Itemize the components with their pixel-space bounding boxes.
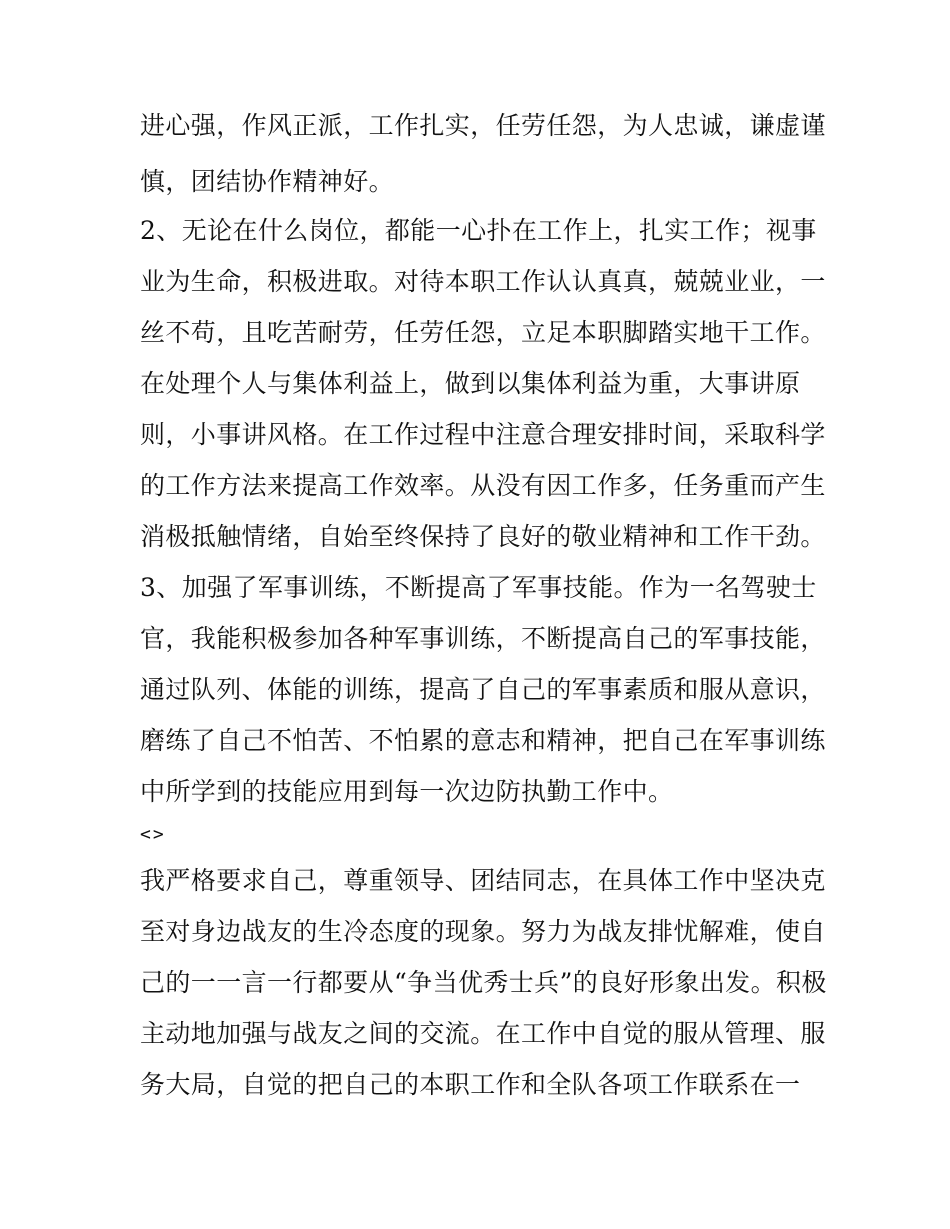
text-line: 我严格要求自己，尊重领导、团结同志，在具体工作中坚决克 [140, 866, 826, 895]
text-line: 业为生命，积极进取。对待本职工作认认真真，兢兢业业，一 [140, 267, 826, 296]
text-line: 磨练了自己不怕苦、不怕累的意志和精神，把自己在军事训练 [140, 726, 826, 755]
text-line: 官，我能积极参加各种军事训练，不断提高自己的军事技能， [140, 624, 826, 653]
text-line: 务大局，自觉的把自己的本职工作和全队各项工作联系在一 [140, 1070, 801, 1099]
text-line: 通过队列、体能的训练，提高了自己的军事素质和服从意识， [140, 675, 826, 704]
text-line: 消极抵触情绪，自始至终保持了良好的敬业精神和工作干劲。 [140, 522, 826, 551]
text-line: 中所学到的技能应用到每一次边防执勤工作中。 [140, 777, 674, 806]
text-line: 2、无论在什么岗位，都能一心扑在工作上，扎实工作；视事 [140, 216, 817, 245]
section-marker: <> [140, 824, 166, 845]
text-line: 主动地加强与战友之间的交流。在工作中自觉的服从管理、服 [140, 1019, 826, 1048]
text-line: 则，小事讲风格。在工作过程中注意合理安排时间，采取科学 [140, 420, 826, 449]
text-line: 己的一一言一行都要从“争当优秀士兵”的良好形象出发。积极 [140, 968, 827, 997]
text-line: 3、加强了军事训练，不断提高了军事技能。作为一名驾驶士 [140, 573, 817, 602]
text-line: 的工作方法来提高工作效率。从没有因工作多，任务重而产生 [140, 471, 826, 500]
text-line: 至对身边战友的生冷态度的现象。努力为战友排忧解难，使自 [140, 917, 826, 946]
text-line: 在处理个人与集体利益上，做到以集体利益为重，大事讲原 [140, 369, 801, 398]
text-line: 进心强，作风正派，工作扎实，任劳任怨，为人忠诚，谦虚谨 [140, 111, 826, 140]
text-line: 丝不苟，且吃苦耐劳，任劳任怨，立足本职脚踏实地干工作。 [140, 318, 826, 347]
text-line: 慎，团结协作精神好。 [140, 167, 395, 196]
